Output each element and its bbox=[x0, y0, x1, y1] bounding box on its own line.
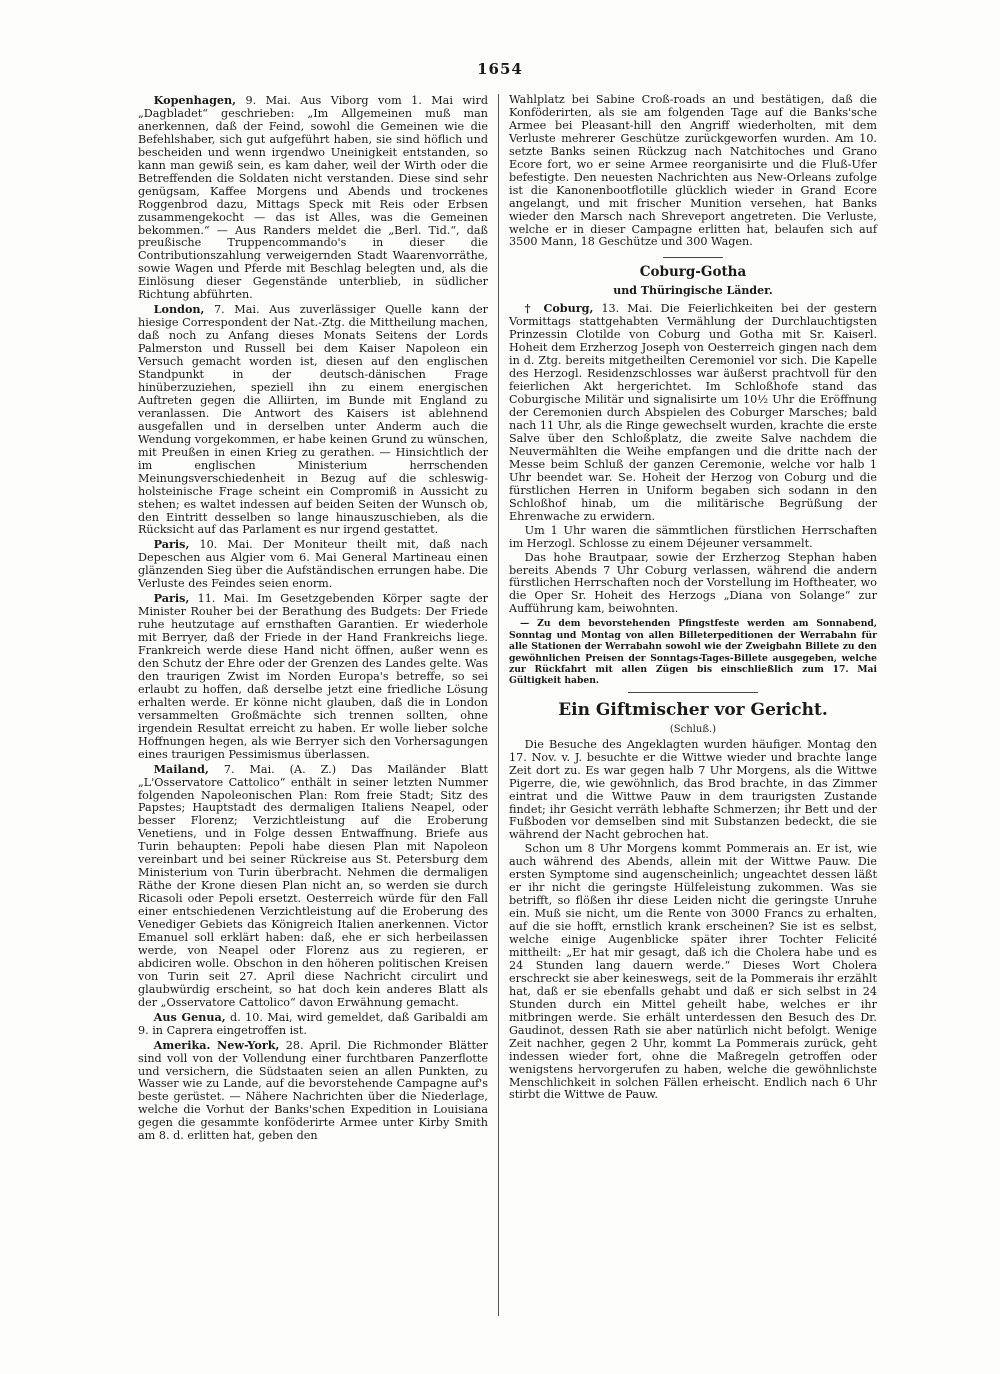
article-coburg-para2: Um 1 Uhr waren die sämmtlichen fürstlichen Herrschaften im Herzogl. Schlosse zu einem Déjeuner versammelt. bbox=[509, 523, 877, 550]
article-new-york bbox=[138, 1039, 488, 1144]
section-subheading: und Thüringische Länder. bbox=[613, 284, 773, 298]
article-text: 7. Mai. (A. Z.) Das Mailänder Blatt „L'Osservatore Cattolico“ enthält in seiner letzten Nummer folgenden Napoleonischen Plan: Rom freie Stadt; Sitz des Papstes; Hauptstadt des dermaligen Italiens Neapel, oder besser Florenz; Verzichtleistung auf die Eroberung Venetiens, und in Folge dessen Entwaffnung. Briefe aus Turin behaupten: Pepoli habe diesen Plan mit Napoleon vereinbart und bei seiner Rückreise aus St. Petersburg dem Ministerium von Turin überbracht. Nehmen die dermaligen Räthe der Krone diesen Plan nicht an, so werden sie durch Ricasoli oder Pepoli ersetzt. Oesterreich würde für den Fall einer entschiedenen Verzichtleistung auf die Eroberung des Venediger Gebiets das Königreich Italien anerkennen. Victor Emanuel soll erklärt haben: daß, ehe er sich herbeilassen werde, von Neapel oder Florenz aus zu regieren, er abdiciren wolle. Obschon in den höheren politischen Kreisen von Turin seit 27. April diese Nachricht circulirt und glaubwürdig erscheint, so hat doch kein anderes Blatt als der „Osservatore Cattolico“ davon Erwähnung gemacht. bbox=[138, 762, 488, 1009]
section-rule bbox=[663, 257, 723, 258]
article-text: 11. Mai. Im Gesetzgebenden Körper sagte der Minister Rouher bei der Berathung des Budgets: Der Friede ruhe heutzutage auf ernsthaften Garantien. Er wiederhole mit Berryer, daß der Friede in der Hand Frankreichs liege. Frankreich werde diese Hand nicht öffnen, außer wenn es den Schutz der Ehre oder der Grenzen des Landes gelte. Was den traurigen Zwist im Norden Europa's betreffe, so sei erlaubt zu hoffen, daß derselbe jetzt eine friedliche Lösung erhalten werde. Er könne nicht glauben, daß die in London versammelten Großmächte sich trennen sollten, ohne irgendein Resultat erreicht zu haben. Er wolle lieber solche Hoffnungen hegen, als wie Berryer sich den Vorhersagungen eines traurigen Pessimismus überlassen. bbox=[138, 592, 488, 761]
dateline: London, bbox=[153, 302, 205, 317]
railway-notice: — Zu dem bevorstehenden Pfingstfeste werden am Sonnabend, Sonntag und Montag von allen Billeterpeditionen der Werrabahn für alle Stationen der Werrabahn sowohl wie der Zweigbahn Billete zu den gewöhnlichen Preisen der Sonntags-Tages-Billete ausgegeben, welche zur Rückfahrt mit allen Zügen bis einschließlich zum 17. Mai Gültigkeit haben. bbox=[509, 618, 877, 687]
feuilleton-paragraph: Schon um 8 Uhr Morgens kommt Pommerais an. Er ist, wie auch während des Abends, allein mit der Wittwe Pauw. Die ersten Symptome sind augenscheinlich; ungeachtet dessen läßt er ihr nicht die geringste Hülfeleistung zukommen. Was sie betrifft, so flößen ihr diese Leiden nicht die geringste Unruhe ein. Muß sie nicht, um die Rente von 3000 Francs zu erhalten, auf die sie hofft, ernstlich krank erscheinen? Sie ist es selbst, welche einige Augenblicke später ihrer Tochter Felicité mittheilt: „Er hat mir gesagt, daß ich die Cholera habe und es 24 Stunden lang dauern werde.“ Dieses Wort Cholera erschreckt sie aber keineswegs, seit de la Pommerais ihr erzählt hat, daß er sie ebenfalls gehabt und daß er sich selbst in 24 Stunden durch ein Mittel geheilt habe, welches er ihr mitbringen werde. Sie erhält unterdessen den Besuch des Dr. Gaudinot, dessen Rath sie aber natürlich nicht befolgt. Wenige Zeit nachher, gegen 2 Uhr, kommt La Pommerais zurück, geht indessen wieder fort, ohne die Maßregeln getroffen oder wenigstens hervorgerufen zu haben, welche die gewöhnlichste Menschlichkeit in solchen Fällen erheischt. Endlich nach 6 Uhr stirbt die Wittwe de Pauw. bbox=[509, 842, 877, 1102]
dateline: Paris, bbox=[153, 537, 190, 552]
dateline: Aus Genua, bbox=[153, 1009, 226, 1024]
left-column bbox=[138, 94, 488, 1144]
dateline: Amerika. New-York, bbox=[153, 1037, 280, 1052]
dateline: † Coburg, bbox=[524, 301, 594, 316]
dateline: Kopenhagen, bbox=[153, 93, 237, 107]
new-york-continuation: Wahlplatz bei Sabine Croß-roads an und bestätigen, daß die Konföderirten, als sie am folgenden Tage auf die Banks'sche Armee bei Pleasant-hill den Angriff wiederholten, mit dem Verluste mehrerer Geschütze zurückgeworfen wurden. Am 10. setzte Banks seinen Rückzug nach Natchitoches und Grano Ecore fort, wo er seine Armee reorganisirte und die Fluß-Ufer befestigte. Den neuesten Nachrichten aus New-Orleans zufolge ist die Kanonenbootflotille glücklich wieder in Grand Ecore angelangt, und mit frischer Munition versehen, hat Banks wieder den Marsch nach Shreveport angetreten. Die Verluste, welche er in dieser Campagne erlitten hat, belaufen sich auf 3500 Mann, 18 Geschütze und 300 Wagen. bbox=[509, 93, 877, 249]
right-column bbox=[509, 94, 877, 1103]
article-text: 10. Mai. Der Moniteur theilt mit, daß nach Depeschen aus Algier vom 6. Mai General Martineau einen glänzenden Sieg über die Aufständischen errungen habe. Die Verluste des Feindes seien enorm. bbox=[138, 538, 488, 591]
dateline: Paris, bbox=[153, 591, 190, 606]
section-heading: Coburg-Gotha bbox=[639, 264, 747, 281]
article-mailand bbox=[138, 763, 488, 1010]
feuilleton-subtitle: (Schluß.) bbox=[669, 723, 717, 735]
article-coburg bbox=[509, 302, 877, 523]
column-divider bbox=[498, 94, 499, 1316]
article-genua bbox=[138, 1011, 488, 1038]
feuilleton-title: Ein Giftmischer vor Gericht. bbox=[558, 699, 828, 720]
feuilleton-paragraph: Die Besuche des Angeklagten wurden häufiger. Montag den 17. Nov. v. J. besuchte er die Wittwe wieder und brachte lange Zeit dort zu. Es war gegen halb 7 Uhr Morgens, als die Wittwe Pigerre, die, wie gewöhnlich, das Brod brachte, in das Zimmer eintrat und die Wittwe Pauw in dem traurigsten Zustande findet; ihr Gesicht verräth lebhafte Schmerzen; ihr Bett und der Fußboden vor demselben sind mit Substanzen bedeckt, die sie während der Nacht gebrochen hat. bbox=[509, 737, 877, 842]
article-paris-2 bbox=[138, 592, 488, 761]
article-text: 9. Mai. Aus Viborg vom 1. Mai wird „Dagbladet“ geschrieben: „Im Allgemeinen muß man anerkennen, daß der Feind, sowohl die Gemeinen wie die Befehlshaber, sich gut aufgeführt haben, sie sind höflich und bescheiden und wenn irgendwo Uneinigkeit entstanden, so kann man gewiß sein, es kam daher, weil der Wirth oder die Betreffenden die Soldaten nicht verstanden. Diese sind sehr genügsam, Kaffee Morgens und Abends und trockenes Roggenbrod dazu, Mittags Speck mit Reis oder Erbsen zusammengekocht — das ist Alles, was die Gemeinen bekommen.“ — Aus Randers meldet die „Berl. Tid.“, daß preußische Truppencommando's in dieser die Contributionszahlung verweigernden Stadt Waarenvorräthe, sowie Wagen und Pferde mit Beschlag belegten und, als die Einlösung dieser Gegenstände unterblieb, in südlicher Richtung abführten. bbox=[138, 94, 488, 302]
article-text: d. 10. Mai, wird gemeldet, daß Garibaldi am 9. in Caprera eingetroffen ist. bbox=[138, 1010, 489, 1037]
article-text: 7. Mai. Aus zuverlässiger Quelle kann der hiesige Correspondent der Nat.-Ztg. die Mittheilung machen, daß noch zu Anfang dieses Monats Seitens der Lords Palmerston und Russell bei dem Kaiser Napoleon ein Versuch gemacht worden ist, diesen auf den englischen Standpunkt in der deutsch-dänischen Frage hinüberzuziehen, speziell ihn zu einem energischen Auftreten gegen die Alliirten, im Bunde mit England zu veranlassen. Die Antwort des Kaisers ist ablehnend ausgefallen und in derselben unter Anderm auch die Wendung vorgekommen, er habe keinen Grund zu wünschen, mit Preußen in einen Krieg zu gerathen. — Hinsichtlich der im englischen Ministerium herrschenden Meinungsverschiedenheit in Bezug auf die schleswig-holsteinische Frage scheint ein Compromiß in Aussicht zu stehen; es waltet indessen auf beiden Seiten der Wunsch ob, den Eintritt desselben so lange hinauszuschieben, als die Rücksicht auf das Parlament es nur irgend gestattet. bbox=[138, 303, 488, 537]
page-number: 1654 bbox=[477, 60, 523, 78]
feuilleton-rule bbox=[628, 692, 758, 693]
article-text: 28. April. Die Richmonder Blätter sind voll von der Vollendung einer furchtbaren Panzerflotte und versichern, die Südstaaten seien an allen Punkten, zu Wasser wie zu Lande, auf die bevorstehende Campagne auf's beste gerüstet. — Nähere Nachrichten über die Niederlage, welche die Vorhut der Banks'schen Expedition in Louisiana gegen die gesammte konföderirte Armee unter Kirby Smith am 8. d. erlitten hat, geben den bbox=[138, 1038, 488, 1143]
article-paris-1 bbox=[138, 538, 488, 591]
article-coburg-para3: Das hohe Brautpaar, sowie der Erzherzog Stephan haben bereits Abends 7 Uhr Coburg verlassen, während die andern fürstlichen Herrschaften noch der Vorstellung im Hoftheater, wo die Oper Sr. Hoheit des Herzogs „Diana von Solange“ zur Aufführung kam, beiwohnten. bbox=[509, 550, 877, 616]
article-text: 13. Mai. Die Feierlichkeiten bei der gestern Vormittags stattgehabten Vermählung der Durchlauchtigsten Prinzessin Clotilde von Coburg und Gotha mit Sr. Kaiserl. Hoheit dem Erzherzog Joseph von Oesterreich gingen nach dem in d. Ztg. bereits mitgetheilten Ceremoniel vor sich. Die Kapelle des Herzogl. Residenzschlosses war äußerst prachtvoll für den feierlichen Akt hergerichtet. Im Schloßhofe stand das Coburgische Militär und signalisirte um 10½ Uhr die Eröffnung der Ceremonien durch Abspielen des Coburger Marsches; bald nach 11 Uhr, als die Ringe gewechselt wurden, krachte die erste Salve über den Schloßplatz, die zweite Salve nachdem die Neuvermählten die Weihe empfangen und die dritte nach der Messe beim Schluß der ganzen Ceremonie, welche vor halb 1 Uhr beendet war. Se. Hoheit der Herzog von Coburg und die fürstlichen Herren in Uniform begaben sich sodann in den Schloßhof hinab, um die militärische Begrüßung der Ehrenwache zu erwidern. bbox=[509, 302, 877, 523]
article-kopenhagen bbox=[138, 94, 488, 302]
dateline: Mailand, bbox=[153, 761, 209, 776]
article-london bbox=[138, 303, 488, 537]
